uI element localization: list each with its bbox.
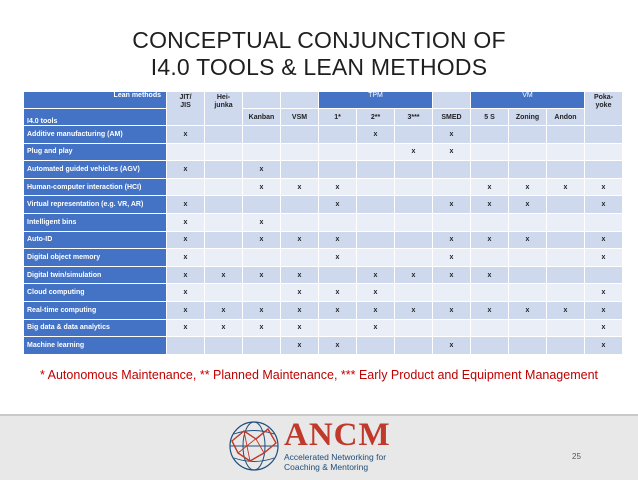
table-cell: x [509, 178, 547, 196]
table-cell [167, 143, 205, 161]
table-cell [205, 178, 243, 196]
table-cell [167, 178, 205, 196]
table-cell: x [433, 126, 471, 144]
col-header-vsm: VSM [281, 109, 319, 126]
table-cell [243, 126, 281, 144]
table-row [24, 301, 623, 319]
table-cell: x [471, 178, 509, 196]
table-cell: x [167, 126, 205, 144]
table-cell: x [585, 231, 623, 249]
col-header-5s: 5 S [471, 109, 509, 126]
table-cell: x [395, 266, 433, 284]
table-cell: x [243, 301, 281, 319]
table-cell: x [471, 231, 509, 249]
table-cell [395, 126, 433, 144]
table-cell [281, 143, 319, 161]
table-cell: x [547, 301, 585, 319]
table-cell [167, 337, 205, 355]
logo-tagline-2: Coaching & Mentoring [284, 462, 369, 472]
table-cell: x [281, 319, 319, 337]
table-cell [547, 143, 585, 161]
table-cell [319, 266, 357, 284]
table-cell [281, 161, 319, 179]
table-cell: x [433, 249, 471, 267]
table-cell: x [585, 178, 623, 196]
table-cell: x [433, 231, 471, 249]
table-cell [509, 161, 547, 179]
table-cell: x [395, 143, 433, 161]
table-cell [471, 126, 509, 144]
table-cell [547, 196, 585, 214]
col-header-planned-maintenance: 2** [357, 109, 395, 126]
table-cell [395, 284, 433, 302]
row-label: Cloud computing [24, 284, 167, 302]
table-row [24, 231, 623, 249]
table-cell: x [471, 196, 509, 214]
table-cell [471, 284, 509, 302]
table-cell [395, 178, 433, 196]
table-cell [585, 126, 623, 144]
table-cell [281, 249, 319, 267]
col-header-autonomous-maintenance: 1* [319, 109, 357, 126]
globe-network-icon [226, 419, 282, 473]
table-row [24, 319, 623, 337]
table-cell [509, 126, 547, 144]
table-cell: x [509, 301, 547, 319]
table-cell [205, 249, 243, 267]
table-row [24, 161, 623, 179]
table-cell: x [167, 266, 205, 284]
table-cell [509, 319, 547, 337]
table-cell: x [585, 319, 623, 337]
table-cell [205, 161, 243, 179]
table-cell: x [357, 319, 395, 337]
table-cell [509, 266, 547, 284]
table-cell [585, 143, 623, 161]
table-cell: x [167, 249, 205, 267]
col-header-andon: Andon [547, 109, 585, 126]
row-label: Intelligent bins [24, 213, 167, 231]
table-cell: x [319, 196, 357, 214]
table-cell [509, 249, 547, 267]
table-cell: x [281, 231, 319, 249]
table-cell: x [281, 178, 319, 196]
table-row [24, 178, 623, 196]
table-cell [205, 143, 243, 161]
table-cell [585, 213, 623, 231]
table-cell [547, 284, 585, 302]
table-cell [395, 337, 433, 355]
table-cell: x [319, 301, 357, 319]
table-cell [357, 161, 395, 179]
table-cell [509, 143, 547, 161]
row-label: Automated guided vehicles (AGV) [24, 161, 167, 179]
logo-wordmark: ANCM [284, 417, 391, 453]
table-cell: x [471, 266, 509, 284]
table-cell: x [585, 337, 623, 355]
table-cell: x [205, 301, 243, 319]
table-cell: x [205, 266, 243, 284]
table-row [24, 337, 623, 355]
table-cell: x [167, 284, 205, 302]
row-label: Auto-ID [24, 231, 167, 249]
table-cell [433, 213, 471, 231]
table-cell [395, 249, 433, 267]
table-cell: x [357, 301, 395, 319]
table-cell [281, 213, 319, 231]
table-cell [585, 161, 623, 179]
table-cell [281, 126, 319, 144]
table-cell: x [243, 213, 281, 231]
corner-i40-tools: I4.0 tools [24, 109, 167, 126]
group-header-tpm: TPM [319, 92, 433, 109]
table-cell [547, 249, 585, 267]
table-header-row-bottom [24, 109, 623, 126]
table-cell [205, 126, 243, 144]
table-cell [547, 126, 585, 144]
table-cell [547, 161, 585, 179]
table-cell [319, 319, 357, 337]
table-cell: x [433, 266, 471, 284]
row-label: Human-computer interaction (HCI) [24, 178, 167, 196]
table-cell: x [243, 178, 281, 196]
table-cell [471, 319, 509, 337]
table-header-row-top [24, 92, 623, 109]
table-cell: x [167, 231, 205, 249]
table-row [24, 249, 623, 267]
row-label: Additive manufacturing (AM) [24, 126, 167, 144]
table-cell [243, 196, 281, 214]
table-cell [243, 337, 281, 355]
table-cell [205, 284, 243, 302]
table-cell [205, 231, 243, 249]
row-label: Real-time computing [24, 301, 167, 319]
ancm-logo [226, 419, 426, 473]
table-cell: x [585, 196, 623, 214]
table-cell: x [357, 266, 395, 284]
table-cell [547, 231, 585, 249]
table-cell [357, 337, 395, 355]
table-cell: x [243, 231, 281, 249]
slide-title [0, 27, 638, 81]
table-cell [205, 213, 243, 231]
table-row [24, 266, 623, 284]
table-cell [357, 231, 395, 249]
slide-title-line2: I4.0 TOOLS & LEAN METHODS [150, 54, 488, 80]
table-cell [509, 284, 547, 302]
col-header-pokayoke: Poka- yoke [585, 92, 623, 126]
table-cell [471, 161, 509, 179]
table-cell [433, 161, 471, 179]
group-header-vm: VM [471, 92, 585, 109]
table-cell [395, 161, 433, 179]
table-cell [319, 213, 357, 231]
table-cell [509, 337, 547, 355]
row-label: Digital twin/simulation [24, 266, 167, 284]
table-cell [357, 178, 395, 196]
table-row [24, 126, 623, 144]
table-cell: x [243, 319, 281, 337]
col-header-smed: SMED [433, 109, 471, 126]
row-label: Machine learning [24, 337, 167, 355]
table-cell: x [547, 178, 585, 196]
table-cell [433, 284, 471, 302]
table-cell [357, 213, 395, 231]
table-cell [471, 143, 509, 161]
table-cell [357, 196, 395, 214]
table-cell: x [281, 301, 319, 319]
corner-lean-methods: Lean methods [24, 92, 167, 109]
table-cell: x [243, 266, 281, 284]
table-cell: x [433, 301, 471, 319]
table-cell [547, 213, 585, 231]
table-cell: x [167, 319, 205, 337]
table-cell: x [319, 249, 357, 267]
table-cell [319, 161, 357, 179]
table-cell: x [585, 301, 623, 319]
table-cell [395, 213, 433, 231]
table-row [24, 196, 623, 214]
table-cell: x [433, 143, 471, 161]
table-cell: x [319, 337, 357, 355]
table-cell: x [471, 301, 509, 319]
table-cell [395, 319, 433, 337]
table-cell [395, 231, 433, 249]
table-cell [585, 266, 623, 284]
table-cell [205, 196, 243, 214]
table-cell: x [357, 284, 395, 302]
table-cell [281, 196, 319, 214]
table-cell [205, 337, 243, 355]
row-label: Virtual representation (e.g. VR, AR) [24, 196, 167, 214]
table-cell: x [395, 301, 433, 319]
col-header-early-management: 3*** [395, 109, 433, 126]
table-cell [471, 213, 509, 231]
table-cell: x [585, 249, 623, 267]
slide-title-line1: CONCEPTUAL CONJUNCTION OF [132, 27, 506, 53]
table-cell [243, 284, 281, 302]
table-cell [243, 143, 281, 161]
table-cell [433, 178, 471, 196]
page-number: 25 [572, 452, 581, 461]
table-cell: x [243, 161, 281, 179]
table-cell: x [509, 231, 547, 249]
table-cell: x [357, 126, 395, 144]
table-cell: x [433, 337, 471, 355]
table-cell: x [167, 213, 205, 231]
table-cell [243, 249, 281, 267]
table-cell [547, 266, 585, 284]
table-cell: x [319, 178, 357, 196]
table-row [24, 284, 623, 302]
logo-tagline-1: Accelerated Networking for [284, 452, 387, 462]
table-cell: x [281, 266, 319, 284]
row-label: Plug and play [24, 143, 167, 161]
table-cell: x [319, 284, 357, 302]
table-cell: x [281, 337, 319, 355]
col-header-zoning: Zoning [509, 109, 547, 126]
table-cell: x [167, 301, 205, 319]
table-cell: x [433, 196, 471, 214]
table-row [24, 143, 623, 161]
table-cell [471, 337, 509, 355]
row-label: Big data & data analytics [24, 319, 167, 337]
table-cell [319, 143, 357, 161]
row-label: Digital object memory [24, 249, 167, 267]
table-cell [395, 196, 433, 214]
table-row [24, 213, 623, 231]
table-cell [433, 319, 471, 337]
table-cell [509, 213, 547, 231]
table-cell [357, 249, 395, 267]
table-cell: x [509, 196, 547, 214]
table-cell: x [205, 319, 243, 337]
col-header-heijunka: Hei- junka [205, 92, 243, 126]
table-cell [357, 143, 395, 161]
table-cell [471, 249, 509, 267]
footnote: * Autonomous Maintenance, ** Planned Maintenance, *** Early Product and Equipment Management [40, 368, 598, 382]
table-cell [319, 126, 357, 144]
table-cell: x [167, 161, 205, 179]
col-header-jit: JIT/ JIS [167, 92, 205, 126]
table-cell [547, 319, 585, 337]
table-cell: x [319, 231, 357, 249]
table-cell [547, 337, 585, 355]
table-cell: x [167, 196, 205, 214]
col-header-kanban: Kanban [243, 109, 281, 126]
conjunction-table [23, 91, 623, 355]
table-cell: x [585, 284, 623, 302]
table-cell: x [281, 284, 319, 302]
